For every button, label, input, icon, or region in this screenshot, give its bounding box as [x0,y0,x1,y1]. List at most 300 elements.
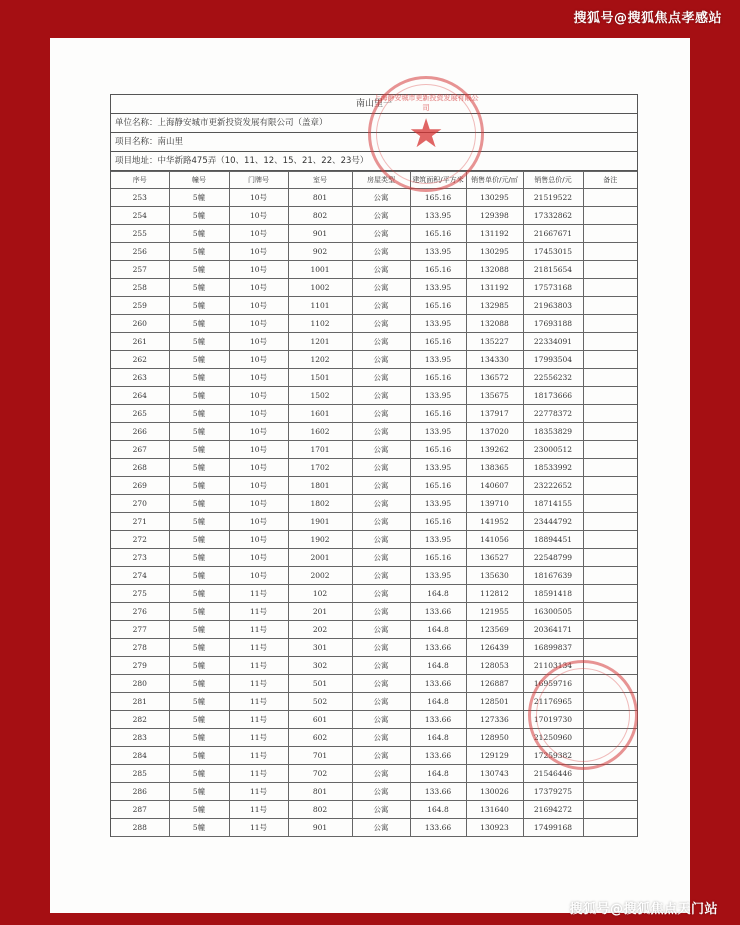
table-cell [583,261,637,279]
table-cell: 5幢 [169,675,229,693]
table-cell: 公寓 [352,639,410,657]
table-cell: 130295 [466,243,523,261]
table-cell [583,333,637,351]
table-cell: 133.66 [410,603,466,621]
table-row [111,531,637,549]
table-cell: 138365 [466,459,523,477]
table-cell: 5幢 [169,567,229,585]
table-cell: 10号 [229,423,288,441]
table-cell: 5幢 [169,495,229,513]
table-cell: 17379275 [523,783,583,801]
table-cell: 287 [111,801,169,819]
column-header: 门牌号 [229,172,288,189]
table-cell: 102 [288,585,352,603]
table-cell: 130026 [466,783,523,801]
table-cell: 5幢 [169,297,229,315]
table-cell: 141952 [466,513,523,531]
table-cell: 17993504 [523,351,583,369]
table-cell: 公寓 [352,711,410,729]
table-cell: 133.95 [410,459,466,477]
table-cell: 公寓 [352,783,410,801]
table-cell: 901 [288,225,352,243]
table-cell: 133.95 [410,387,466,405]
table-cell: 公寓 [352,369,410,387]
table-cell: 1202 [288,351,352,369]
table-cell: 130923 [466,819,523,837]
table-cell: 254 [111,207,169,225]
table-cell: 10号 [229,531,288,549]
table-row [111,243,637,261]
table-cell: 5幢 [169,765,229,783]
table-header-row [111,172,637,189]
table-cell: 801 [288,189,352,207]
star-icon: ★ [408,111,444,157]
table-cell: 公寓 [352,747,410,765]
table-cell: 18167639 [523,567,583,585]
table-cell: 5幢 [169,513,229,531]
table-row [111,639,637,657]
table-cell: 271 [111,513,169,531]
table-cell: 5幢 [169,693,229,711]
table-row [111,387,637,405]
table-cell [583,459,637,477]
table-cell: 21963803 [523,297,583,315]
table-cell: 公寓 [352,585,410,603]
table-cell: 280 [111,675,169,693]
table-cell: 公寓 [352,459,410,477]
table-cell: 17019730 [523,711,583,729]
table-row [111,621,637,639]
table-cell: 10号 [229,387,288,405]
table-cell: 134330 [466,351,523,369]
table-cell: 278 [111,639,169,657]
table-cell: 165.16 [410,297,466,315]
table-cell: 286 [111,783,169,801]
table-cell: 269 [111,477,169,495]
table-cell: 公寓 [352,351,410,369]
table-cell: 288 [111,819,169,837]
table-cell: 5幢 [169,351,229,369]
table-row [111,819,637,837]
table-cell: 265 [111,405,169,423]
table-cell: 10号 [229,369,288,387]
table-cell: 11号 [229,711,288,729]
table-cell: 10号 [229,189,288,207]
table-cell: 126439 [466,639,523,657]
table-cell: 10号 [229,441,288,459]
table-cell: 274 [111,567,169,585]
table-cell: 公寓 [352,189,410,207]
table-cell [583,207,637,225]
table-cell: 公寓 [352,297,410,315]
table-cell: 128950 [466,729,523,747]
column-header: 销售总价/元 [523,172,583,189]
table-cell: 5幢 [169,657,229,675]
table-cell: 268 [111,459,169,477]
table-cell: 5幢 [169,585,229,603]
table-cell: 21815654 [523,261,583,279]
table-cell: 270 [111,495,169,513]
table-cell: 10号 [229,459,288,477]
column-header: 建筑面积/平方米 [410,172,466,189]
column-header: 幢号 [169,172,229,189]
table-cell: 136572 [466,369,523,387]
table-cell: 公寓 [352,567,410,585]
table-cell: 5幢 [169,549,229,567]
table-cell: 131192 [466,279,523,297]
table-cell: 165.16 [410,477,466,495]
project-address: 项目地址：中华新路475弄（10、11、12、15、21、22、23号） [111,152,637,171]
table-cell [583,315,637,333]
table-cell: 5幢 [169,603,229,621]
table-cell: 17573168 [523,279,583,297]
table-cell: 5幢 [169,189,229,207]
table-cell: 301 [288,639,352,657]
table-cell: 131192 [466,225,523,243]
unit-name: 单位名称：上海静安城市更新投资发展有限公司（盖章） [111,114,637,133]
table-cell [583,225,637,243]
table-cell: 1802 [288,495,352,513]
table-cell: 11号 [229,585,288,603]
table-cell [583,585,637,603]
table-cell: 264 [111,387,169,405]
table-row [111,783,637,801]
table-row [111,405,637,423]
table-cell: 165.16 [410,369,466,387]
table-cell: 1002 [288,279,352,297]
table-cell: 公寓 [352,603,410,621]
table-cell: 284 [111,747,169,765]
table-cell: 165.16 [410,441,466,459]
table-cell: 23222652 [523,477,583,495]
table-cell: 5幢 [169,711,229,729]
table-cell: 10号 [229,405,288,423]
watermark-top: 搜狐号@搜狐焦点孝感站 [573,11,722,26]
table-cell: 1901 [288,513,352,531]
table-cell: 10号 [229,315,288,333]
table-cell [583,621,637,639]
table-cell: 10号 [229,279,288,297]
table-cell: 22334091 [523,333,583,351]
table-cell: 11号 [229,657,288,675]
table-cell: 18173666 [523,387,583,405]
table-cell: 273 [111,549,169,567]
table-cell: 165.16 [410,333,466,351]
table-cell: 126887 [466,675,523,693]
table-cell: 128501 [466,693,523,711]
table-cell: 133.66 [410,819,466,837]
table-cell: 802 [288,207,352,225]
table-cell: 10号 [229,513,288,531]
table-cell: 202 [288,621,352,639]
table-cell: 18353829 [523,423,583,441]
table-row [111,441,637,459]
company-seal-bottom [528,660,638,770]
table-cell: 128053 [466,657,523,675]
table-cell: 165.16 [410,549,466,567]
table-cell: 21250960 [523,729,583,747]
table-cell: 281 [111,693,169,711]
table-cell: 5幢 [169,261,229,279]
table-cell: 公寓 [352,621,410,639]
table-cell: 164.8 [410,693,466,711]
table-cell: 11号 [229,747,288,765]
watermark-bottom: 搜狐号@搜狐焦点天门站 [569,902,718,917]
table-cell: 17259382 [523,747,583,765]
table-cell: 18533992 [523,459,583,477]
table-cell: 272 [111,531,169,549]
column-header: 房屋类型 [352,172,410,189]
table-cell: 1902 [288,531,352,549]
table-cell: 133.95 [410,279,466,297]
table-cell: 133.66 [410,747,466,765]
table-cell: 11号 [229,693,288,711]
table-row [111,297,637,315]
table-cell: 17499168 [523,819,583,837]
table-cell: 133.95 [410,423,466,441]
table-cell: 133.66 [410,783,466,801]
table-cell: 10号 [229,549,288,567]
project-name: 项目名称：南山里 [111,133,637,152]
table-cell: 11号 [229,765,288,783]
table-cell: 266 [111,423,169,441]
table-row [111,549,637,567]
table-cell: 22548799 [523,549,583,567]
table-cell: 256 [111,243,169,261]
table-cell: 1701 [288,441,352,459]
table-cell: 公寓 [352,801,410,819]
table-cell [583,351,637,369]
document-title: 南山里一 [111,95,637,114]
company-seal-top [368,76,484,192]
table-cell: 133.95 [410,243,466,261]
table-cell: 132088 [466,315,523,333]
table-cell: 201 [288,603,352,621]
table-row [111,315,637,333]
table-cell: 262 [111,351,169,369]
table-cell: 285 [111,765,169,783]
table-cell [583,531,637,549]
table-cell: 165.16 [410,261,466,279]
table-cell: 5幢 [169,441,229,459]
table-cell: 132088 [466,261,523,279]
table-cell: 258 [111,279,169,297]
table-cell: 2001 [288,549,352,567]
table-cell: 255 [111,225,169,243]
table-cell: 10号 [229,225,288,243]
table-cell [583,423,637,441]
table-cell: 259 [111,297,169,315]
table-cell: 1101 [288,297,352,315]
table-cell: 164.8 [410,729,466,747]
table-row [111,189,637,207]
table-cell: 5幢 [169,333,229,351]
table-cell: 133.66 [410,711,466,729]
table-cell: 1502 [288,387,352,405]
table-cell: 263 [111,369,169,387]
table-cell: 17693188 [523,315,583,333]
table-cell: 23000512 [523,441,583,459]
table-cell: 135675 [466,387,523,405]
table-cell: 253 [111,189,169,207]
table-cell: 501 [288,675,352,693]
table-row [111,351,637,369]
column-header: 室号 [288,172,352,189]
table-cell: 1602 [288,423,352,441]
table-cell: 10号 [229,477,288,495]
table-cell: 277 [111,621,169,639]
table-cell: 10号 [229,333,288,351]
table-cell: 5幢 [169,639,229,657]
table-cell: 164.8 [410,657,466,675]
table-cell: 1102 [288,315,352,333]
table-row [111,423,637,441]
table-cell: 133.95 [410,315,466,333]
table-cell: 5幢 [169,243,229,261]
table-cell: 1702 [288,459,352,477]
table-cell: 公寓 [352,423,410,441]
table-cell: 5幢 [169,819,229,837]
table-cell: 140607 [466,477,523,495]
table-cell: 123569 [466,621,523,639]
table-cell: 283 [111,729,169,747]
table-cell: 21667671 [523,225,583,243]
table-cell: 257 [111,261,169,279]
column-header: 序号 [111,172,169,189]
table-cell [583,549,637,567]
table-cell: 公寓 [352,477,410,495]
table-cell: 2002 [288,567,352,585]
table-cell: 282 [111,711,169,729]
table-cell: 16959716 [523,675,583,693]
table-cell [583,279,637,297]
table-cell [583,819,637,837]
table-cell: 165.16 [410,189,466,207]
table-cell: 11号 [229,783,288,801]
table-cell: 公寓 [352,333,410,351]
table-cell: 133.95 [410,351,466,369]
table-row [111,459,637,477]
table-cell: 公寓 [352,729,410,747]
table-cell: 5幢 [169,729,229,747]
table-cell: 165.16 [410,405,466,423]
table-cell: 18591418 [523,585,583,603]
table-cell: 302 [288,657,352,675]
table-cell: 164.8 [410,801,466,819]
table-cell: 137020 [466,423,523,441]
table-cell: 公寓 [352,657,410,675]
table-cell: 802 [288,801,352,819]
table-cell: 23444792 [523,513,583,531]
table-cell: 702 [288,765,352,783]
table-cell: 21546446 [523,765,583,783]
table-cell: 11号 [229,639,288,657]
table-cell: 133.95 [410,207,466,225]
table-cell: 902 [288,243,352,261]
table-cell: 22556232 [523,369,583,387]
table-row [111,207,637,225]
table-row [111,765,637,783]
table-cell: 11号 [229,603,288,621]
table-cell: 121955 [466,603,523,621]
table-cell: 133.95 [410,495,466,513]
table-cell: 701 [288,747,352,765]
table-cell [583,387,637,405]
table-cell: 165.16 [410,225,466,243]
table-cell: 129398 [466,207,523,225]
table-cell: 5幢 [169,225,229,243]
table-cell [583,639,637,657]
table-cell: 公寓 [352,225,410,243]
table-cell: 1501 [288,369,352,387]
table-cell: 133.66 [410,639,466,657]
table-cell: 267 [111,441,169,459]
table-cell: 260 [111,315,169,333]
table-row [111,513,637,531]
table-cell: 5幢 [169,405,229,423]
table-cell: 133.95 [410,531,466,549]
table-cell: 164.8 [410,765,466,783]
table-cell: 公寓 [352,207,410,225]
table-cell: 公寓 [352,531,410,549]
table-cell: 公寓 [352,675,410,693]
table-cell: 132985 [466,297,523,315]
table-cell [583,477,637,495]
table-cell: 18894451 [523,531,583,549]
table-cell: 10号 [229,243,288,261]
table-cell: 10号 [229,261,288,279]
table-cell: 21694272 [523,801,583,819]
table-cell: 5幢 [169,477,229,495]
table-cell: 17453015 [523,243,583,261]
table-cell: 5幢 [169,783,229,801]
table-cell: 1001 [288,261,352,279]
table-cell: 502 [288,693,352,711]
table-cell: 公寓 [352,261,410,279]
table-cell [583,369,637,387]
table-row [111,585,637,603]
table-cell [583,567,637,585]
table-row [111,477,637,495]
table-cell [583,441,637,459]
table-cell: 5幢 [169,315,229,333]
table-cell: 5幢 [169,369,229,387]
table-cell: 16899837 [523,639,583,657]
table-cell [583,783,637,801]
column-header: 备注 [583,172,637,189]
table-cell [583,297,637,315]
table-cell: 16300505 [523,603,583,621]
table-cell: 11号 [229,729,288,747]
table-cell [583,495,637,513]
table-row [111,567,637,585]
table-cell: 136527 [466,549,523,567]
table-cell: 10号 [229,207,288,225]
table-cell: 21176965 [523,693,583,711]
table-cell: 5幢 [169,387,229,405]
table-cell: 135227 [466,333,523,351]
table-cell: 10号 [229,495,288,513]
table-cell: 公寓 [352,549,410,567]
table-cell: 131640 [466,801,523,819]
table-cell: 10号 [229,351,288,369]
table-cell: 901 [288,819,352,837]
table-cell: 127336 [466,711,523,729]
table-cell: 11号 [229,621,288,639]
table-cell: 602 [288,729,352,747]
table-cell: 11号 [229,675,288,693]
table-cell: 275 [111,585,169,603]
